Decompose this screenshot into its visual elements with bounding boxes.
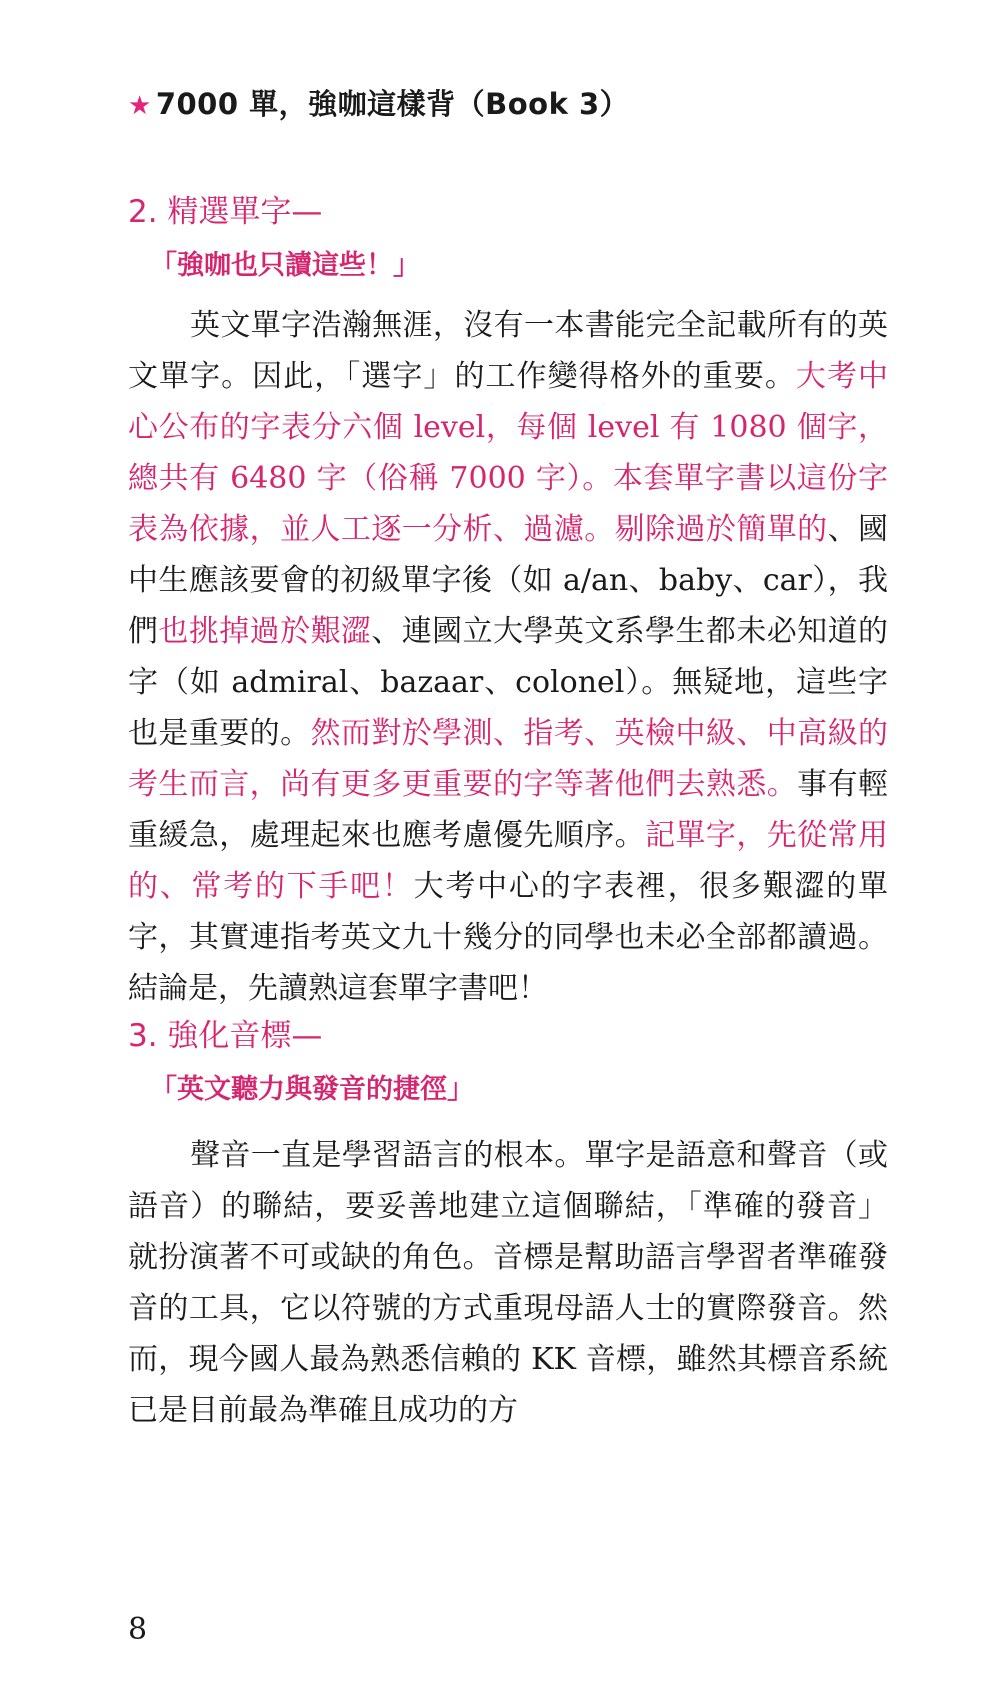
running-header bbox=[128, 82, 629, 123]
section-2-heading: 2. 精選單字— bbox=[128, 194, 323, 230]
section-2-paragraph bbox=[128, 300, 888, 1014]
section-2-subheading: 「強咖也只讀這些！」 bbox=[150, 250, 420, 281]
highlighted-text: 記單字，先從常用的、常考的下手吧！ bbox=[128, 818, 889, 904]
page-number: 8 bbox=[128, 1612, 148, 1647]
text-segment: 、國中生應該要會的初級單字後（如 a/an、baby、car），我們 bbox=[128, 512, 889, 649]
text-segment: 、連國立大學英文系學生都未必知道的字（如 admiral、bazaar、colonel）。無疑地，這些字也是重要的。 bbox=[128, 614, 889, 751]
highlighted-text: 也挑掉過於艱澀 bbox=[158, 614, 372, 649]
text-segment: 大考中心的字表裡，很多艱澀的單字，其實連指考英文九十幾分的同學也未必全部都讀過。結論是，先讀熟這套單字書吧！ bbox=[128, 869, 889, 1006]
section-3-paragraph bbox=[128, 1130, 888, 1436]
text-segment: 聲音一直是學習語言的根本。單字是語意和聲音（或語音）的聯結，要妥善地建立這個聯結，「準確的發音」就扮演著不可或缺的角色。音標是幫助語言學習者準確發音的工具，它以符號的方式重現母語人士的實際發音。然而，現今國人最為熟悉信賴的 KK 音標，雖然其標音系統已是目前最為準確且成功的方 bbox=[128, 1138, 888, 1428]
book-title: 7000 單，強咖這樣背（Book 3） bbox=[155, 87, 630, 121]
star-icon: ★ bbox=[128, 91, 152, 121]
text-segment: 英文單字浩瀚無涯，沒有一本書能完全記載所有的英文單字。因此，「選字」的工作變得格外的重要。 bbox=[128, 308, 888, 394]
section-3-heading: 3. 強化音標— bbox=[128, 1018, 323, 1054]
highlighted-text: 大考中心公布的字表分六個 level，每個 level 有 1080 個字，總共有 6480 字（俗稱 7000 字）。本套單字書以這份字表為依據，並人工逐一分析、過濾。剔除過於簡單的 bbox=[128, 359, 889, 547]
highlighted-text: 然而對於學測、指考、英檢中級、中高級的考生而言，尚有更多更重要的字等著他們去熟悉。 bbox=[128, 716, 888, 802]
text-segment: 事有輕重緩急，處理起來也應考慮優先順序。 bbox=[128, 767, 889, 853]
section-3-subheading: 「英文聽力與發音的捷徑」 bbox=[150, 1074, 474, 1105]
